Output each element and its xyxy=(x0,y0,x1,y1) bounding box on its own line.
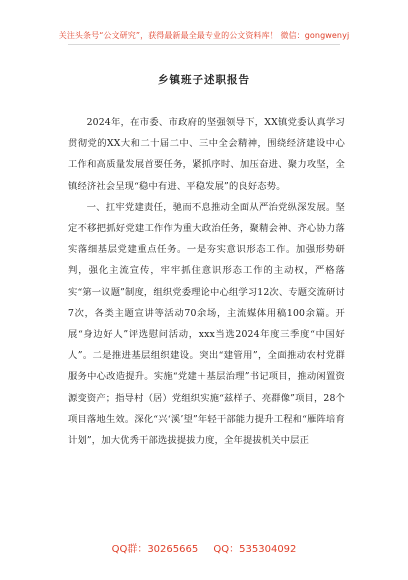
document-body xyxy=(68,112,345,451)
header-banner: 关注头条号“公文研究”，获得最新最全最专业的公文资料库！ 微信：gongwenyj xyxy=(58,31,350,40)
header-divider xyxy=(68,44,340,45)
paragraph-section-one: 一、扛牢党建责任，驰而不息推动全面从严治党纵深发展。坚定不移把抓好党建工作作为重大政治任务，聚精会神、齐心协力落实落细基层党建重点任务。一是夯实意识形态工作。加强形势研判，强化主流宣传，牢牢抓住意识形态工作的主动权，严格落实“第一议题”制度，组织党委理论中心组学习12次、专题交流研讨7次，各类主题宣讲等活动70余场，主流媒体用稿100余篇。开展“身边好人”评选慰问活动，xxx当选2024年度三季度“中国好人”。二是推进基层组织建设。突出“建管用”，全面推动农村党群服务中心改造提升。实施“党建＋基层治理”书记项目，推动闲置资源变资产；指导村（居）党组织实施“兹样子、亮群像”项目，28个项目落地生效。深化“兴‘溪’望”年轻干部能力提升工程和“雁阵培育计划”，加大优秀干部选拔提拔力度，全年提拔机关中层正 xyxy=(68,201,346,447)
document-title: 乡镇班子述职报告 xyxy=(158,74,250,86)
footer-qq: QQ：535304092 xyxy=(213,544,297,555)
paragraph-intro: 2024年，在市委、市政府的坚强领导下，XX镇党委认真学习贯彻党的XX大和二十届二中、三中全会精神，围绕经济建设中心工作和高质量发展首要任务，紧抓序时、加压奋进、聚力攻坚，全镇经济社会呈现“稳中有进、平稳发展”的良好态势。 xyxy=(68,117,345,192)
footer-qq-group: QQ群：30265665 xyxy=(111,544,199,555)
footer-contact xyxy=(0,540,408,555)
